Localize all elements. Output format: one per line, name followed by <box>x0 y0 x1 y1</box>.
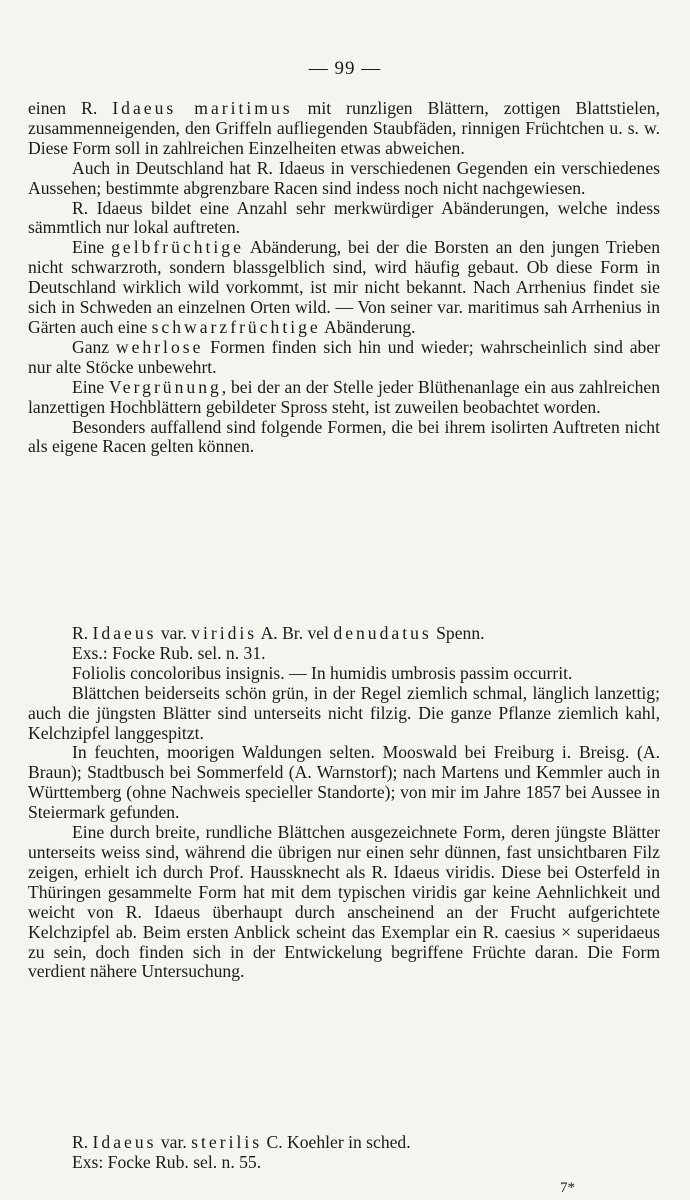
text-run: var. <box>156 623 192 643</box>
text-run: Abänderung, bei der die Borsten an den jungen Trieben nicht schwarzroth, sondern blassgelblich sind, wird häufig gebaut. Ob diese Form in Deutschland wirklich wild vorkommt, ist mir nicht bekannt. Nach Arrhenius findet sie sich in Schweden an einzelnen Orten wild. — Von seiner var. maritimus sah Arrhenius in Gärten auch eine <box>28 237 661 337</box>
viridis-habitat: In feuchten, moorigen Waldungen selten. Mooswald bei Freiburg i. Breisg. (A. Braun); Stadtbusch bei Sommerfeld (A. Warnstorf); nach Martens und Kemmler auch in Württemberg (ohne Nachweis specieller Standorte); von mir im Jahre 1857 bei Aussee in Steiermark gefunden. <box>28 742 660 823</box>
intro-paragraph-6 <box>28 378 660 418</box>
text-run: mit runzligen Blättern, zottigen Blattstielen, zusammenneigenden, den Griffeln aufliegenden Staubfäden, rinnigen Früchtchen u. s. w. Diese Form soll in zahlreichen Einzelheiten etwas abweichen. <box>28 98 660 158</box>
text-run: R. <box>72 1132 93 1152</box>
viridis-latin-diagnosis: Foliolis concoloribus insignis. — In humidis umbrosis passim occurrit. <box>72 662 573 683</box>
spaced-term: schwarzfrüchtige <box>151 316 321 337</box>
spaced-term: gelbfrüchtige <box>111 237 244 258</box>
intro-paragraph-4 <box>28 238 660 338</box>
page-number: — 99 — <box>308 58 382 79</box>
text-run: , bei der an der Stelle jeder Blüthenanlage ein aus zahlreichen lanzettigen Hochblättern gebildeter Spross steht, ist zuweilen beobachtet worden. <box>28 376 661 417</box>
spaced-term: Vergrünung <box>109 376 222 397</box>
sterilis-section <box>28 1133 660 1173</box>
intro-paragraph-3: R. Idaeus bildet eine Anzahl sehr merkwürdiger Abänderungen, welche indess sämmtlich nur lokal auftreten. <box>28 197 660 238</box>
viridis-title <box>28 624 660 644</box>
intro-paragraph-5 <box>28 338 660 378</box>
spaced-term: Idaeus maritimus <box>112 98 293 118</box>
intro-paragraph-1 <box>28 99 660 159</box>
spaced-term: Idaeus <box>92 1132 157 1152</box>
viridis-exsiccata: Exs.: Focke Rub. sel. n. 31. <box>72 642 266 663</box>
text-run: Abänderung. <box>320 316 416 337</box>
intro-section <box>28 99 660 457</box>
text-run: Eine <box>72 376 110 397</box>
text-run: R. <box>72 623 93 643</box>
viridis-description: Blättchen beiderseits schön grün, in der Regel ziemlich schmal, länglich lanzettig; auch die jüngsten Blätter sind unterseits nicht filzig. Die ganze Pflanze ziemlich kahl, Kelchzipfel langgespitzt. <box>28 682 660 743</box>
intro-paragraph-7: Besonders auffallend sind folgende Formen, die bei ihrem isolirten Auftreten nicht als eigene Racen gelten können. <box>28 416 660 457</box>
text-run: Ganz <box>72 336 116 357</box>
viridis-section <box>28 624 660 982</box>
spaced-term: sterilis <box>191 1132 263 1152</box>
text-run: Spenn. <box>431 623 485 643</box>
spaced-term: viridis <box>191 623 258 643</box>
signature-mark: 7* <box>560 1180 575 1196</box>
intro-paragraph-2: Auch in Deutschland hat R. Idaeus in verschiedenen Gegenden ein verschiedenes Aussehen; bestimmte abgrenzbare Racen sind indess noch nicht nachgewiesen. <box>28 157 660 198</box>
spaced-term: denudatus <box>333 623 432 643</box>
text-run: Formen finden sich hin und wieder; wahrscheinlich sind aber nur alte Stöcke unbewehrt. <box>28 336 660 377</box>
viridis-note: Eine durch breite, rundliche Blättchen ausgezeichnete Form, deren jüngste Blätter unterseits weiss sind, während die übrigen nur einen sehr dünnen, fast unsichtbaren Filz zeigen, erhielt ich durch Prof. Haussknecht als R. Idaeus viridis. Diese bei Osterfeld in Thüringen gesammelte Form hat mit dem typischen viridis gar keine Aehnlichkeit und weicht von R. Idaeus überhaupt durch anscheinend an der Frucht aufgerichtete Kelchzipfel ab. Beim ersten Anblick scheint das Exemplar ein R. caesius × superidaeus zu sein, doch finden sich in der Entwickelung begriffene Früchte daran. Die Form verdient nähere Untersuchung. <box>28 822 660 982</box>
sterilis-exsiccata: Exs: Focke Rub. sel. n. 55. <box>72 1151 262 1172</box>
spaced-term: Idaeus <box>92 623 157 643</box>
spaced-term: wehrlose <box>115 336 204 357</box>
text-run: Eine <box>72 237 112 258</box>
text-run: A. Br. vel <box>257 623 334 643</box>
text-run: einen R. <box>28 98 113 118</box>
text-run: var. <box>156 1132 192 1152</box>
sterilis-title <box>28 1133 660 1153</box>
text-run: C. Koehler in sched. <box>262 1132 411 1152</box>
